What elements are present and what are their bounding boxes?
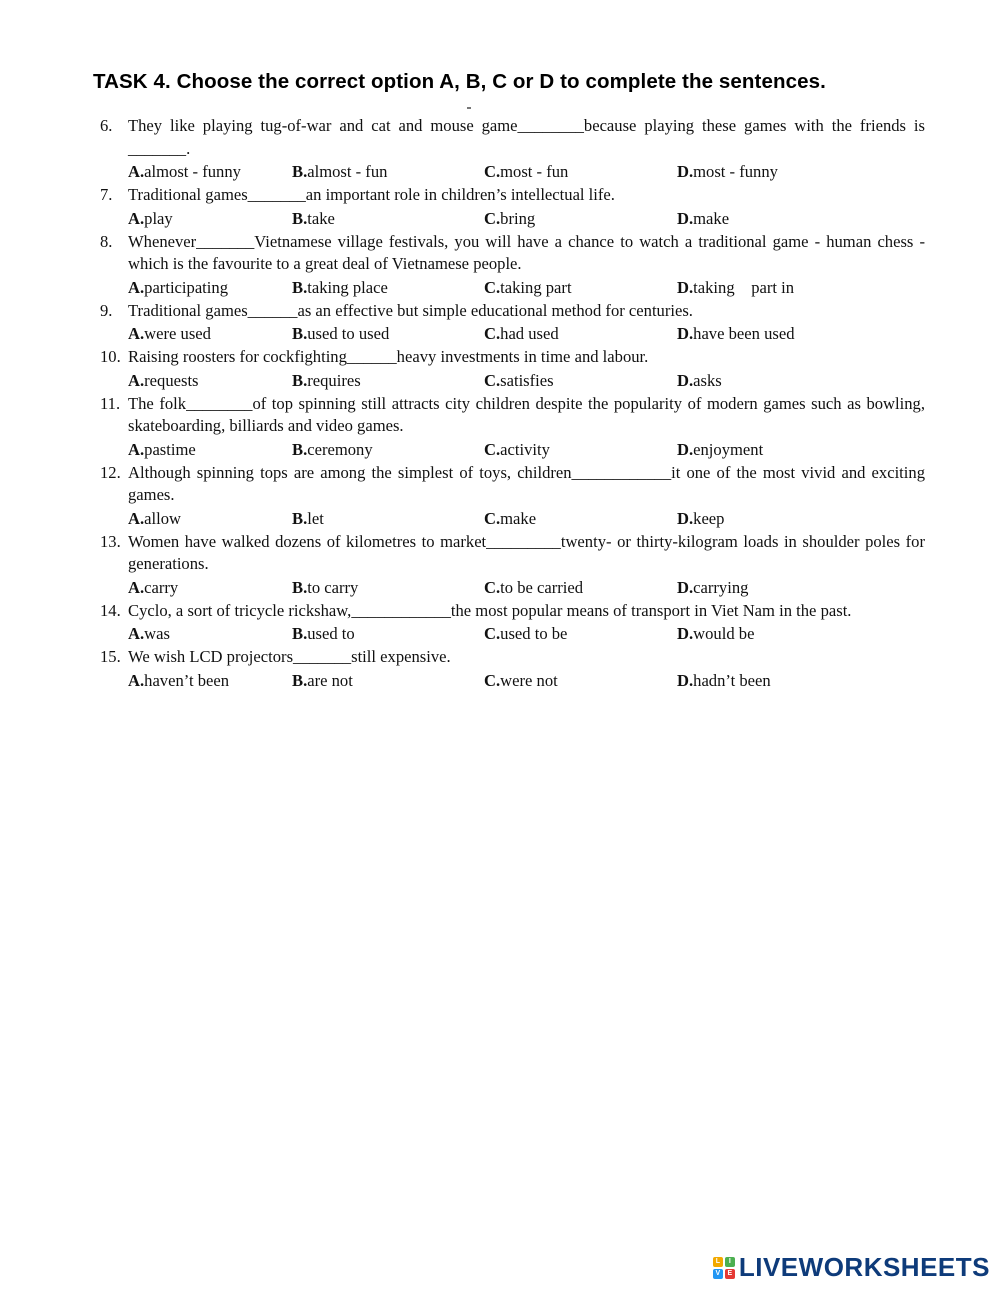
option-c [484, 622, 677, 646]
option-a [128, 507, 292, 531]
option-letter: C. [484, 370, 501, 390]
option-letter: A. [128, 624, 145, 643]
option-c [484, 207, 677, 231]
question-text: They like playing tug-of-war and cat and mouse game________because playing these games with the friends is _______. [128, 116, 925, 158]
option-letter: D. [677, 370, 694, 390]
option-letter: D. [677, 670, 694, 690]
option-c [484, 160, 677, 184]
question-item [100, 393, 925, 462]
logo-mark-icon [713, 1257, 735, 1279]
logo-text: LIVEWORKSHEETS [738, 1252, 990, 1282]
option-c [484, 276, 677, 300]
option-d [677, 369, 877, 393]
option-a [128, 369, 292, 393]
option-d [677, 622, 877, 646]
option-c [484, 369, 677, 393]
option-text: were used [144, 324, 211, 343]
option-letter: D. [677, 624, 694, 643]
question-item [100, 184, 925, 231]
option-row [100, 438, 925, 462]
option-b [292, 276, 484, 300]
option-letter: D. [677, 577, 694, 597]
question-number: 11. [100, 393, 121, 413]
option-text: taking part in [693, 277, 795, 297]
option-letter: A. [128, 370, 145, 390]
option-row [100, 160, 925, 184]
question-item [100, 462, 925, 531]
option-letter: B. [292, 370, 308, 390]
option-text: enjoyment [693, 439, 764, 459]
option-a [128, 276, 292, 300]
option-b [292, 207, 484, 231]
option-b [292, 669, 484, 693]
option-letter: C. [484, 162, 501, 181]
question-item [100, 600, 925, 647]
option-text: almost - funny [144, 162, 241, 181]
option-b [292, 322, 484, 346]
option-c [484, 669, 677, 693]
option-letter: B. [292, 208, 308, 228]
question-item [100, 115, 925, 184]
option-b [292, 438, 484, 462]
option-d [677, 160, 877, 184]
option-text: asks [693, 370, 722, 390]
option-text: requires [307, 370, 361, 390]
option-a [128, 438, 292, 462]
option-text: was [144, 624, 170, 643]
option-text: play [144, 208, 173, 228]
option-text: pastime [144, 439, 196, 459]
option-text: satisfies [500, 370, 554, 390]
option-letter: A. [128, 670, 145, 690]
option-letter: D. [677, 208, 694, 228]
option-letter: C. [484, 670, 501, 690]
option-letter: D. [677, 162, 694, 181]
question-number: 10. [100, 347, 121, 366]
option-text: to be carried [500, 577, 584, 597]
option-text: let [307, 508, 324, 528]
option-a [128, 322, 292, 346]
option-row [100, 669, 925, 693]
option-letter: D. [677, 508, 694, 528]
option-text: had used [500, 324, 559, 343]
option-letter: D. [677, 439, 694, 459]
task-title: TASK 4. Choose the correct option A, B, C or D to complete the sentences. [93, 70, 826, 93]
option-row [100, 322, 925, 346]
option-text: ceremony [307, 439, 373, 459]
question-number: 15. [100, 647, 121, 666]
option-letter: B. [292, 508, 308, 528]
option-text: haven’t been [144, 670, 230, 690]
option-a [128, 622, 292, 646]
option-text: to carry [307, 577, 359, 597]
option-letter: C. [484, 208, 501, 228]
stray-mark [467, 107, 471, 109]
option-d [677, 207, 877, 231]
question-text: The folk________of top spinning still attracts city children despite the popularity of modern games such as bowling, skateboarding, billiards and video games. [128, 393, 925, 435]
option-b [292, 160, 484, 184]
option-d [677, 322, 877, 346]
option-d [677, 507, 877, 531]
option-letter: C. [484, 324, 501, 343]
option-c [484, 507, 677, 531]
option-letter: B. [292, 439, 308, 459]
question-number: 13. [100, 531, 121, 551]
option-a [128, 669, 292, 693]
option-b [292, 369, 484, 393]
option-text: are not [307, 670, 353, 690]
option-d [677, 438, 877, 462]
option-text: most - fun [500, 162, 569, 181]
option-text: carrying [693, 577, 749, 597]
option-letter: B. [292, 577, 308, 597]
option-letter: B. [292, 670, 308, 690]
option-letter: B. [292, 624, 308, 643]
option-row [100, 507, 925, 531]
option-text: taking place [307, 277, 388, 297]
option-text: take [307, 208, 335, 228]
option-text: carry [144, 577, 179, 597]
question-number: 7. [100, 185, 113, 204]
option-text: allow [144, 508, 182, 528]
option-text: almost - fun [307, 162, 388, 181]
option-text: keep [693, 508, 725, 528]
option-a [128, 207, 292, 231]
option-letter: D. [677, 277, 694, 297]
question-text: Women have walked dozens of kilometres to market_________twenty- or thirty-kilogram loads in shoulder poles for generations. [128, 531, 925, 573]
option-text: make [693, 208, 730, 228]
question-text: Although spinning tops are among the simplest of toys, children____________it one of the most vivid and exciting games. [128, 462, 925, 504]
option-letter: A. [128, 208, 145, 228]
option-a [128, 576, 292, 600]
option-d [677, 576, 877, 600]
option-d [677, 669, 877, 693]
question-text: Raising roosters for cockfighting______heavy investments in time and labour. [128, 347, 649, 366]
option-text: taking part [500, 277, 572, 297]
option-row [100, 276, 925, 300]
option-text: used to used [307, 324, 390, 343]
logo-mark-tile: V [713, 1269, 723, 1279]
question-number: 8. [100, 231, 113, 251]
option-text: would be [693, 624, 755, 643]
question-text: Traditional games_______an important role in children’s intellectual life. [128, 185, 615, 204]
option-text: requests [144, 370, 199, 390]
option-letter: D. [677, 324, 694, 343]
option-text: were not [500, 670, 558, 690]
option-row [100, 576, 925, 600]
option-text: have been used [693, 324, 795, 343]
option-letter: B. [292, 162, 308, 181]
question-number: 12. [100, 462, 121, 482]
option-c [484, 322, 677, 346]
option-letter: B. [292, 277, 308, 297]
question-number: 6. [100, 116, 113, 135]
option-row [100, 207, 925, 231]
option-letter: A. [128, 277, 145, 297]
question-item [100, 531, 925, 600]
option-c [484, 438, 677, 462]
option-text: hadn’t been [693, 670, 771, 690]
option-letter: A. [128, 577, 145, 597]
option-letter: C. [484, 277, 501, 297]
question-item [100, 231, 925, 300]
question-number: 9. [100, 300, 113, 320]
option-letter: C. [484, 624, 501, 643]
question-item [100, 300, 925, 347]
option-text: most - funny [693, 162, 778, 181]
option-a [128, 160, 292, 184]
option-b [292, 622, 484, 646]
option-text: activity [500, 439, 550, 459]
option-letter: A. [128, 162, 145, 181]
option-b [292, 507, 484, 531]
liveworksheets-logo [713, 1252, 990, 1283]
option-letter: B. [292, 324, 308, 343]
logo-mark-tile: E [725, 1269, 735, 1279]
option-letter: C. [484, 577, 501, 597]
option-letter: C. [484, 439, 501, 459]
option-letter: A. [128, 508, 145, 528]
option-text: used to be [500, 624, 568, 643]
option-text: bring [500, 208, 536, 228]
option-text: make [500, 508, 537, 528]
option-text: participating [144, 277, 229, 297]
question-text: Whenever_______Vietnamese village festivals, you will have a chance to watch a traditional game - human chess - which is the favourite to a great deal of Vietnamese people. [128, 231, 925, 273]
option-letter: A. [128, 439, 145, 459]
question-text: We wish LCD projectors_______still expensive. [128, 647, 451, 666]
option-text: used to [307, 624, 355, 643]
question-text: Cyclo, a sort of tricycle rickshaw,____________the most popular means of transport in Viet Nam in the past. [128, 600, 852, 620]
option-b [292, 576, 484, 600]
question-item [100, 646, 925, 693]
logo-mark-tile: I [725, 1257, 735, 1267]
option-d [677, 276, 877, 300]
option-c [484, 576, 677, 600]
option-letter: A. [128, 324, 145, 343]
question-list [100, 115, 925, 693]
question-text: Traditional games______as an effective but simple educational method for centuries. [128, 300, 693, 320]
option-row [100, 369, 925, 393]
logo-mark-tile: L [713, 1257, 723, 1267]
option-row [100, 622, 925, 646]
option-letter: C. [484, 508, 501, 528]
question-item [100, 346, 925, 393]
question-number: 14. [100, 600, 121, 620]
